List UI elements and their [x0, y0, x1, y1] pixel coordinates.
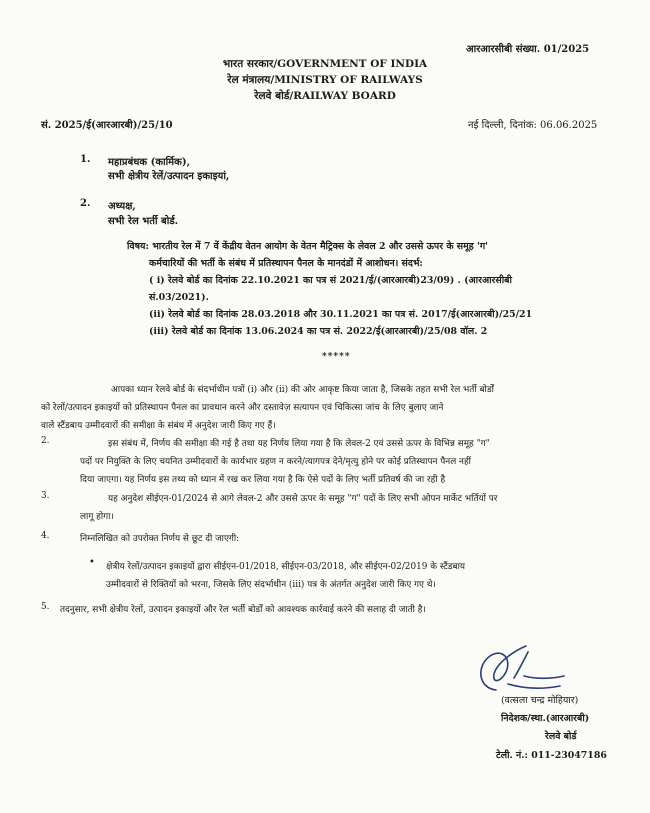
- paragraph-number: 5.: [41, 602, 50, 612]
- handwritten-signature: [468, 638, 578, 698]
- addressee-recipients: सभी क्षेत्रीय रेलें/उत्पादन इकाइयां,: [108, 171, 230, 182]
- reference-3: (iii) रेलवे बोर्ड का दिनांक 13.06.2024 का पत्र सं. 2022/ई(आरआरबी)/25/08 वॉल. 2: [149, 326, 488, 337]
- addressee-recipients: सभी रेल भर्ती बोर्ड.: [108, 216, 179, 227]
- header-government: भारत सरकार/GOVERNMENT OF INDIA: [222, 58, 428, 70]
- signatory-designation: निदेशक/स्था.(आरआरबी): [501, 713, 590, 724]
- separator-stars: *****: [322, 352, 351, 362]
- addressee-number: 1.: [80, 154, 91, 165]
- place-date: नई दिल्ली, दिनांक: 06.06.2025: [468, 120, 598, 131]
- paragraph-line: को रेलों/उत्पादन इकाइयों को प्रतिस्थापन पैनल का प्रावधान करने और दस्तावेज़ सत्यापन एवं चिकित्सा जांच के लिए बुलाए जाने: [41, 403, 444, 413]
- bullet-line: क्षेत्रीय रेलों/उत्पादन इकाइयों द्वारा सीईएन-01/2018, सीईएन-03/2018, और सीईएन-02/2019 के स्टैंडबाय: [106, 562, 466, 572]
- addressee-title: अध्यक्ष,: [108, 201, 136, 212]
- paragraph-line: पदों पर नियुक्ति के लिए चयनित उम्मीदवारों के कार्यभार ग्रहण न करने/त्यागपत्र देने/मृत्यु होने पर कोई प्रतिस्थापन पैनल नहीं: [80, 457, 471, 467]
- subject-line-2: कर्मचारियों की भर्ती के संबंध में प्रतिस्थापन पैनल के मानदंडों में आशोधन। संदर्भ:: [149, 258, 423, 269]
- paragraph-number: 2.: [41, 436, 50, 446]
- reference-2: (ii) रेलवे बोर्ड का दिनांक 28.03.2018 और 30.11.2021 का पत्र सं. 2017/ई(आरआरबी)/25/21: [149, 309, 533, 320]
- paragraph-number: 3.: [41, 491, 50, 501]
- bullet-line: उम्मीदवारों से रिक्तियों को भरना, जिसके लिए संदर्भाधीन (iii) पत्र के अंतर्गत अनुदेश जारी किए गए थे।: [106, 580, 436, 590]
- signatory-name: (वत्सला चन्द्र मोहियार): [501, 695, 579, 706]
- bullet-dot: •: [89, 557, 95, 568]
- paragraph-line: यह अनुदेश सीईएन-01/2024 से आगे लेवल-2 और उससे ऊपर के समूह "ग" पदों के लिए सभी ओपन मार्केट भर्तियों पर: [108, 494, 498, 504]
- paragraph-line: इस संबंध में, निर्णय की समीक्षा की गई है तथा यह निर्णय लिया गया है कि लेवल-2 एवं उससे ऊपर के विभिन्न समूह "ग": [108, 439, 490, 449]
- header-board: रेलवे बोर्ड/RAILWAY BOARD: [254, 90, 396, 102]
- reference-1-cont: सं.03/2021).: [149, 292, 209, 303]
- reference-number: सं. 2025/ई(आरआरबी)/25/10: [41, 120, 173, 131]
- signatory-telephone: टेली. नं.: 011-23047186: [496, 750, 607, 761]
- paragraph-line: तदनुसार, सभी क्षेत्रीय रेलों, उत्पादन इकाइयों और रेल भर्ती बोर्डों को आवश्यक कार्रवाई करने की सलाह दी जाती है।: [60, 605, 426, 615]
- circular-number: आरआरसीबी संख्या. 01/2025: [466, 44, 590, 55]
- subject-line-1: विषय: भारतीय रेल में 7 वें केंद्रीय वेतन आयोग के वेतन मैट्रिक्स के लेवल 2 और उससे ऊपर के समूह 'ग': [127, 241, 489, 252]
- paragraph-line: लागू होगा।: [80, 512, 114, 522]
- paragraph-line: दिया जाएगा। यह निर्णय इस तथ्य को ध्यान में रख कर लिया गया है कि ऐसे पदों के लिए भर्ती प्रतिवर्ष की जा रही है: [80, 475, 446, 485]
- header-ministry: रेल मंत्रालय/MINISTRY OF RAILWAYS: [227, 74, 423, 86]
- paragraph-number: 4.: [41, 531, 50, 541]
- addressee-number: 2.: [80, 198, 91, 209]
- addressee-title: महाप्रबंधक (कार्मिक),: [108, 157, 191, 168]
- signatory-office: रेलवे बोर्ड: [545, 731, 577, 742]
- paragraph-line: आपका ध्यान रेलवे बोर्ड के संदर्भाधीन पत्रों (i) और (ii) की ओर आकृष्ट किया जाता है, जिसके तहत सभी रेल भर्ती बोर्डों: [111, 385, 494, 395]
- paragraph-line: निम्नलिखित को उपरोक्त निर्णय से छूट दी जाएगी:: [80, 534, 240, 544]
- paragraph-line: वाले स्टैंडबाय उम्मीदवारों की समीक्षा के संबंध में अनुदेश जारी किए गए हैं।: [41, 421, 276, 431]
- reference-1: ( i) रेलवे बोर्ड का दिनांक 22.10.2021 का पत्र सं 2021/ई/(आरआरबी)23/09) . (आरआरसीबी: [149, 275, 512, 286]
